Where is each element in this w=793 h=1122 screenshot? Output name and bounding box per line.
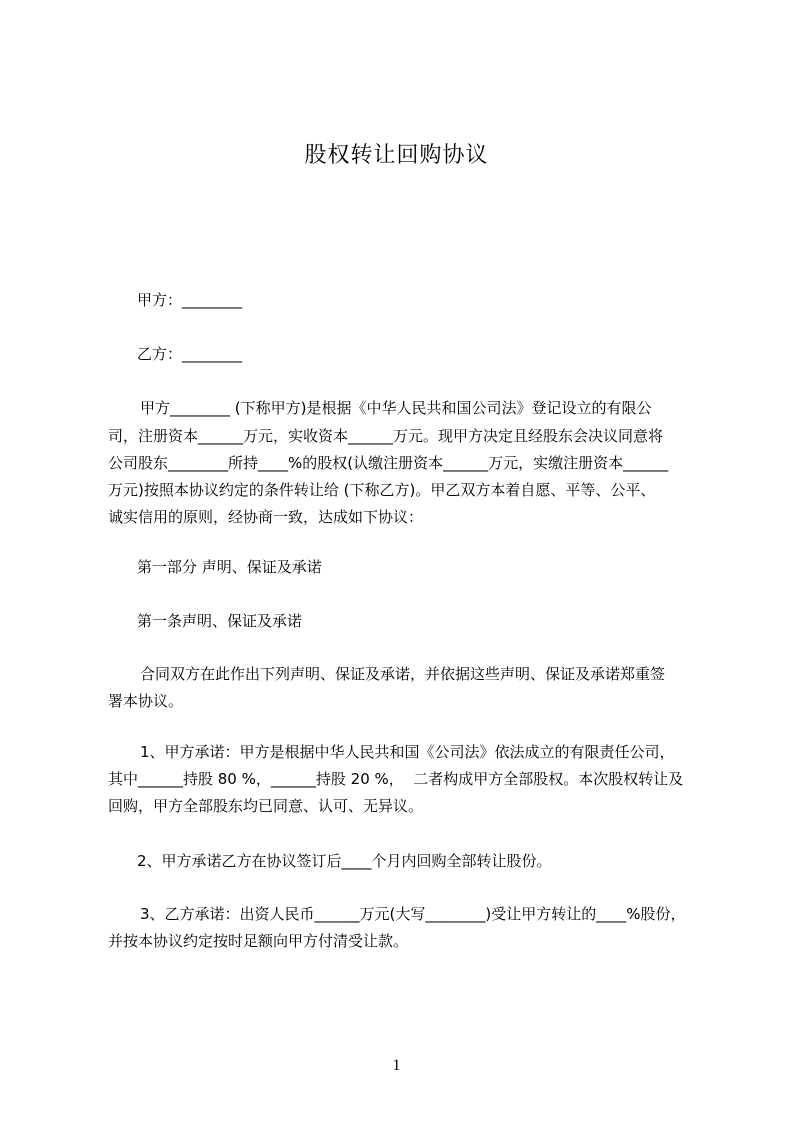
part1-heading: 第一部分 声明、保证及承诺 <box>137 558 322 576</box>
article1-line-1: 合同双方在此作出下列声明、保证及承诺，并依据这些声明、保证及承诺郑重签 <box>140 665 666 683</box>
clause1-line-1: 1、甲方承诺：甲方是根据中华人民共和国《公司法》依法成立的有限责任公司， <box>140 743 675 761</box>
party-a-line: 甲方：________ <box>137 291 243 309</box>
page-number: 1 <box>392 1057 401 1074</box>
clause3-line-1: 3、乙方承诺：出资人民币______万元(大写________)受让甲方转让的____%股份， <box>140 905 686 923</box>
clause1-line-3: 回购，甲方全部股东均已同意、认可、无异议。 <box>108 797 424 815</box>
intro-line-4: 万元)按照本协议约定的条件转让给 (下称乙方)。甲乙双方本着自愿、平等、公平、 <box>108 481 656 499</box>
document-title: 股权转让回购协议 <box>304 143 489 168</box>
intro-line-5: 诚实信用的原则，经协商一致，达成如下协议： <box>108 508 424 526</box>
intro-line-1: 甲方________ (下称甲方)是根据《中华人民共和国公司法》登记设立的有限公 <box>140 399 652 417</box>
clause3-line-2: 并按本协议约定按时足额向甲方付清受让款。 <box>108 932 409 950</box>
party-b-line: 乙方：________ <box>137 345 243 363</box>
article1-line-2: 署本协议。 <box>108 692 184 710</box>
intro-line-3: 公司股东________所持____%的股权(认缴注册资本______万元，实缴注册资本______ <box>108 454 669 472</box>
intro-line-2: 司，注册资本______万元，实收资本______万元。现甲方决定且经股东会决议同意将 <box>108 427 664 445</box>
clause-2: 2、甲方承诺乙方在协议签订后____个月内回购全部转让股份。 <box>137 852 552 870</box>
article1-heading: 第一条声明、保证及承诺 <box>137 612 303 630</box>
clause1-line-2: 其中______持股 80 %，______持股 20 %， 二者构成甲方全部股权。本次股权转让及 <box>108 770 684 788</box>
